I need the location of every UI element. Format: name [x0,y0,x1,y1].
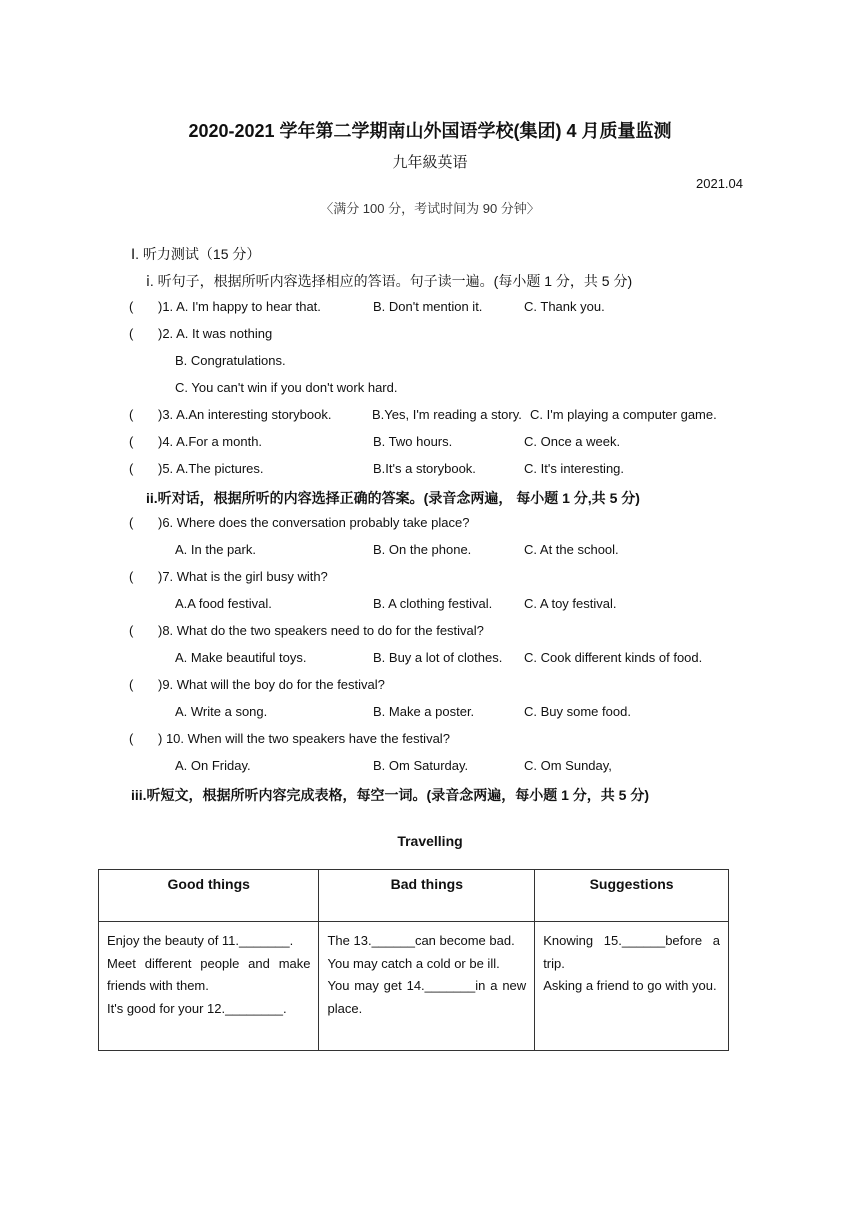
q4-stem: )4. A.For a month. [158,434,263,449]
table-row [99,922,729,1051]
good-line-1: Enjoy the beauty of 11._______. [107,933,294,948]
q9-option-c: C. Buy some food. [524,704,631,719]
q8-stem: )8. What do the two speakers need to do for the festival? [158,623,484,638]
q10-stem: ) 10. When will the two speakers have the festival? [158,731,450,746]
q10-option-a: A. On Friday. [175,758,251,773]
q10-option-c: C. Om Sunday, [524,758,612,773]
q2-option-c: C. You can't win if you don't work hard. [175,380,398,395]
table-header-row [99,870,729,922]
q1-option-b: B. Don't mention it. [373,299,483,314]
suggestions-cell [535,922,729,1051]
good-line-2: Meet different people and make friends with them. [107,955,311,994]
bad-things-cell [319,922,535,1051]
q3-option-b: B.Yes, I'm reading a story. [372,407,522,422]
header-good-things: Good things [99,870,319,922]
q3-option-c: C. I'm playing a computer game. [530,407,717,422]
q7-option-b: B. A clothing festival. [373,596,493,611]
q2-stem: )2. A. It was nothing [158,326,273,341]
q4-option-b: B. Two hours. [373,434,453,449]
suggestion-line-2: Asking a friend to go with you. [543,978,717,994]
travelling-table [98,869,729,1051]
q1-stem: )1. A. I'm happy to hear that. [158,299,321,314]
answer-blank: ( [129,326,134,341]
q10-option-b: B. Om Saturday. [373,758,469,773]
q2-option-b: B. Congratulations. [175,353,286,368]
part-ii-instruction: ii.听对话，根据所听的内容选择正确的答案。(录音念两遍， 每小题 1 分,共 5 分) [146,490,640,506]
header-bad-things: Bad things [319,870,535,922]
part-i-instruction: ⅰ. 听句子，根据所听内容选择相应的答语。句子读一遍。(每小题 1 分，共 5 分) [146,273,633,289]
bad-line-2: You may catch a cold or be ill. [327,955,500,971]
q6-stem: )6. Where does the conversation probably take place? [158,515,470,530]
q6-option-a: A. In the park. [175,542,256,557]
q7-option-c: C. A toy festival. [524,596,617,611]
good-line-3: It's good for your 12.________. [107,1000,287,1016]
answer-blank: ( [129,623,134,638]
answer-blank: ( [129,515,134,530]
good-things-cell [99,922,319,1051]
q4-option-c: C. Once a week. [524,434,621,449]
answer-blank: ( [129,569,134,584]
q5-stem: )5. A.The pictures. [158,461,264,476]
section-heading: Ⅰ. 听力测试（15 分） [131,246,261,262]
answer-blank: ( [129,677,134,692]
q8-option-c: C. Cook different kinds of food. [524,650,703,665]
q5-option-b: B.It's a storybook. [373,461,476,476]
part-iii-instruction: iii.听短文，根据所听内容完成表格，每空一词。(录音念两遍，每小题 1 分，共 5 分) [131,787,650,803]
answer-blank: ( [129,434,134,449]
q5-option-c: C. It's interesting. [524,461,625,476]
answer-blank: ( [129,731,134,746]
q8-option-a: A. Make beautiful toys. [175,650,307,665]
exam-note: 〈满分 100 分，考试时间为 90 分钟〉 [320,201,540,216]
table-title: Travelling [397,833,463,849]
answer-blank: ( [129,299,134,314]
q9-option-b: B. Make a poster. [373,704,475,719]
suggestion-line-1: Knowing 15.______before a trip. [543,933,720,971]
q8-option-b: B. Buy a lot of clothes. [373,650,503,665]
q1-option-c: C. Thank you. [524,299,605,314]
exam-date: 2021.04 [696,176,743,191]
exam-subtitle: 九年級英语 [392,154,468,171]
q6-option-b: B. On the phone. [373,542,472,557]
header-suggestions: Suggestions [535,870,729,922]
answer-blank: ( [129,407,134,422]
bad-line-1: The 13.______can become bad. [327,933,515,948]
q9-stem: )9. What will the boy do for the festival? [158,677,385,692]
exam-title: 2020-2021 学年第二学期南山外国语学校(集团) 4 月质量监测 [188,121,672,141]
q7-option-a: A.A food festival. [175,596,272,611]
bad-line-3: You may get 14._______in a new place. [327,978,527,1016]
q9-option-a: A. Write a song. [175,704,268,719]
q7-stem: )7. What is the girl busy with? [158,569,328,584]
q6-option-c: C. At the school. [524,542,619,557]
answer-blank: ( [129,461,134,476]
q3-stem: )3. A.An interesting storybook. [158,407,332,422]
